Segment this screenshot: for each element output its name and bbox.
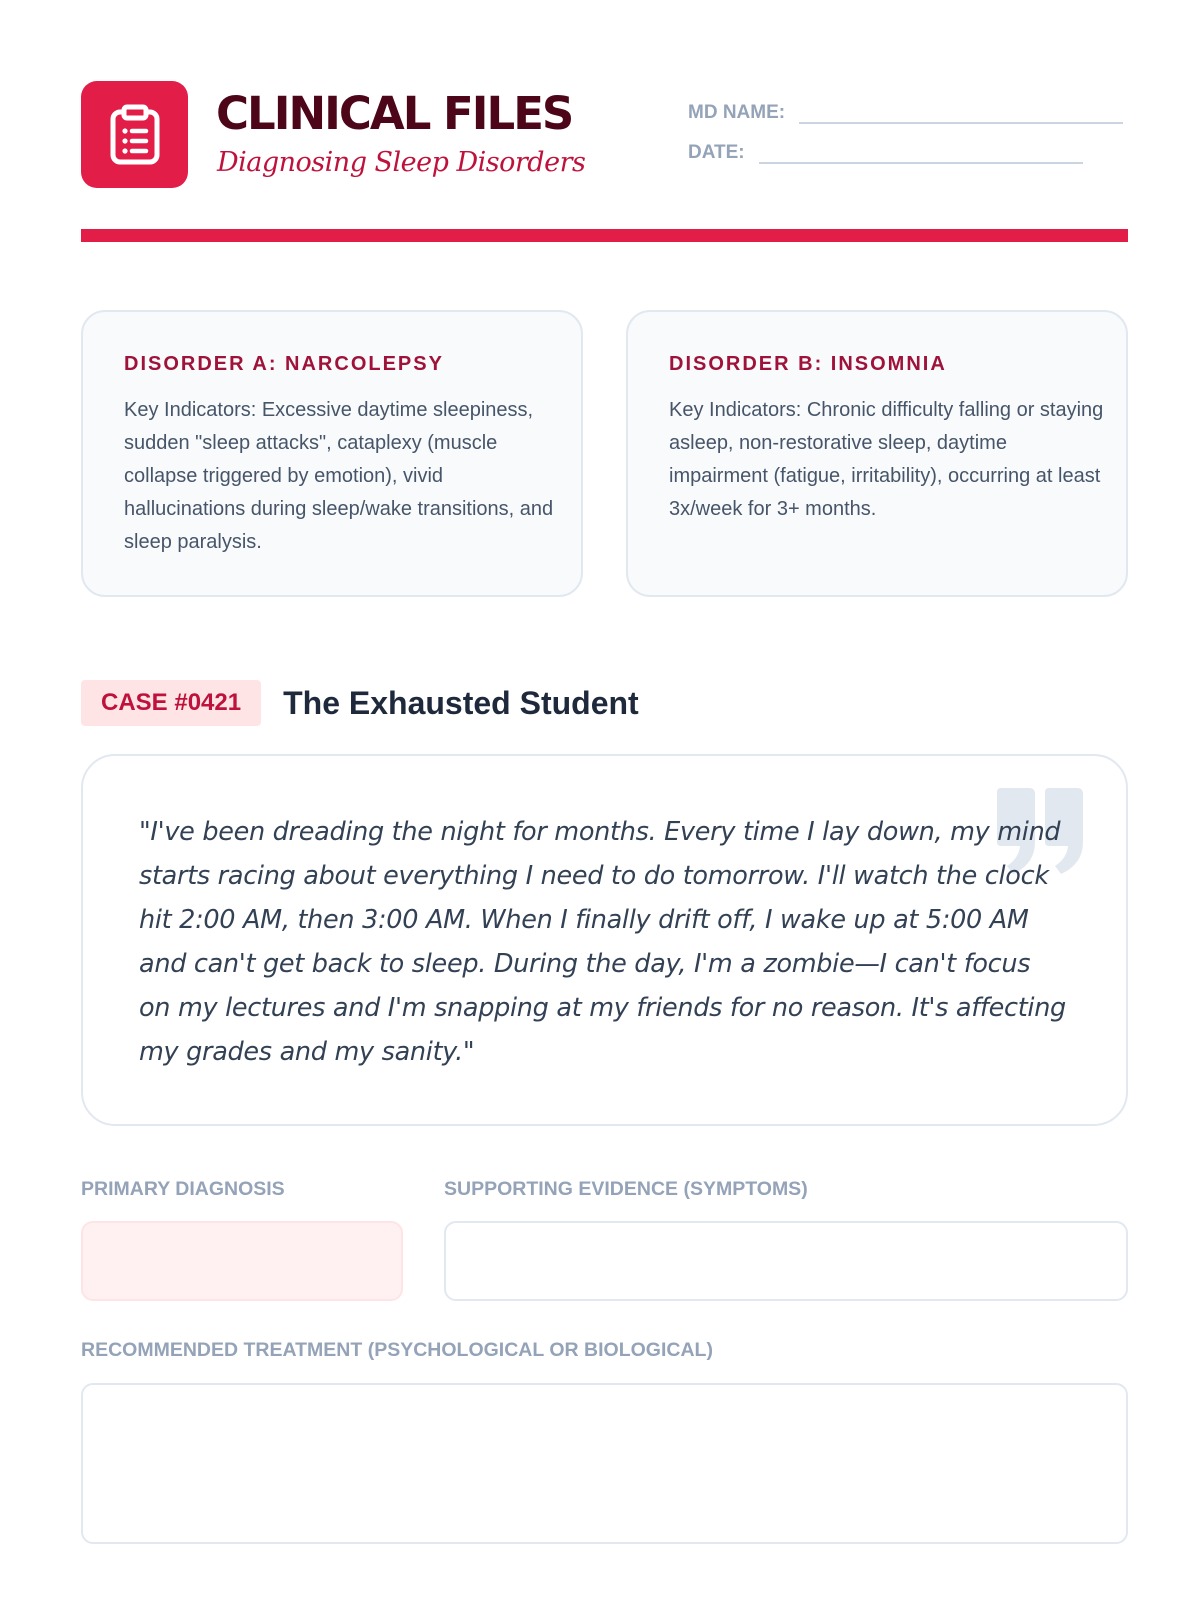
page-title: CLINICAL FILES [216, 87, 573, 140]
date-label: DATE: [688, 142, 745, 163]
date-field[interactable] [759, 142, 1083, 164]
md-name-field[interactable] [799, 102, 1123, 124]
patient-quote: "I've been dreading the night for months. Every time I lay down, my mind starts racing about everything I need to do tomorrow. I'll watch the clock hit 2:00 AM, then 3:00 AM. When I finally drift off, I wake up at 5:00 AM and can't get back to sleep. During the day, I'm a zombie—I can't focus on my lectures and I'm snapping at my friends for no reason. It's affecting my grades and my sanity." [139, 817, 1066, 1067]
date-row [688, 142, 1083, 164]
disorder-card-narcolepsy [81, 310, 583, 597]
disorder-description: Key Indicators: Excessive daytime sleepiness, sudden "sleep attacks", cataplexy (muscle collapse triggered by emotion), vivid hallucinations during sleep/wake transitions, and sleep paralysis. [124, 399, 554, 553]
primary-diagnosis-label: PRIMARY DIAGNOSIS [81, 1178, 285, 1200]
recommended-treatment-input[interactable] [81, 1383, 1128, 1544]
md-name-row [688, 102, 1123, 124]
clipboard-list-icon [109, 104, 161, 166]
header-divider [81, 229, 1128, 242]
case-header [81, 680, 639, 726]
supporting-evidence-label: SUPPORTING EVIDENCE (SYMPTOMS) [444, 1178, 808, 1200]
case-quote-box [81, 754, 1128, 1126]
md-name-label: MD NAME: [688, 102, 786, 123]
disorder-card-insomnia [626, 310, 1128, 597]
disorder-description: Key Indicators: Chronic difficulty falling or staying asleep, non-restorative sleep, daytime impairment (fatigue, irritability), occurring at least 3x/week for 3+ months. [669, 399, 1104, 520]
primary-diagnosis-input[interactable] [81, 1221, 403, 1301]
supporting-evidence-input[interactable] [444, 1221, 1128, 1301]
case-title: The Exhausted Student [283, 684, 639, 721]
page-subtitle: Diagnosing Sleep Disorders [217, 147, 586, 178]
header [81, 81, 1128, 189]
logo [81, 81, 188, 188]
case-badge: CASE #0421 [81, 680, 261, 726]
disorder-title: DISORDER B: INSOMNIA [669, 353, 947, 375]
disorder-title: DISORDER A: NARCOLEPSY [124, 353, 444, 375]
recommended-treatment-label: RECOMMENDED TREATMENT (PSYCHOLOGICAL OR BIOLOGICAL) [81, 1339, 713, 1361]
